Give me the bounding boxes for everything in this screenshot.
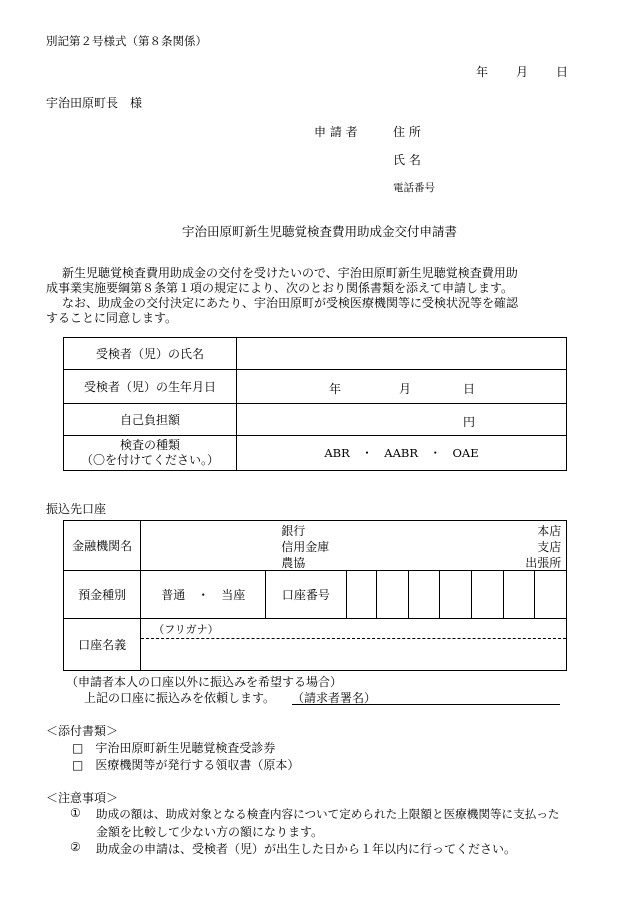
signature-label: （請求者署名） [292,691,377,705]
applicant-label: 申 請 者 [314,125,358,139]
bank-option: 銀行 [281,524,306,538]
holder-field[interactable] [141,619,567,671]
account-digit-2[interactable] [377,571,409,619]
account-digit-4[interactable] [440,571,472,619]
transfer-note-line-1: （申請者本人の口座以外に振込みを希望する場合） [66,675,343,689]
page-title: 宇治田原町新生児聴覚検査費用助成金交付申請書 [182,224,458,239]
furigana-divider [141,638,566,639]
sub-branch-option: 出張所 [525,556,562,570]
holder-label: 口座名義 [64,619,141,671]
attachments-title: ＜添付書類＞ [46,724,119,738]
examinee-name-field[interactable] [237,338,567,370]
account-section-title: 振込先口座 [46,502,107,516]
yen-label: 円 [463,415,476,429]
note-2-mark: ② [70,840,81,854]
exam-type-note: （〇を付けてください。） [80,453,219,467]
account-digit-5[interactable] [472,571,504,619]
furigana-label: （フリガナ） [153,623,219,636]
account-digit-7[interactable] [535,571,567,619]
birthdate-field[interactable] [237,370,567,404]
body-line-4: することに同意します。 [46,311,178,325]
address-label: 住 所 [393,125,421,139]
attachment-item-1: □ 宇治田原町新生児聴覚検査受診券 [72,741,276,755]
account-table [63,520,567,671]
deposit-type-options[interactable]: 普通 ・ 当座 [141,571,266,619]
date-day-label: 日 [556,65,569,79]
branch-type-options [521,523,561,571]
birth-day-label: 日 [463,382,476,396]
institution-label: 金融機関名 [64,521,141,571]
examinee-name-label: 受検者（児）の氏名 [64,338,237,370]
head-office-option: 本店 [537,524,562,538]
agri-coop-option: 農協 [281,556,306,570]
exam-options[interactable]: ABR ・ AABR ・ OAE [237,436,567,471]
phone-label: 電話番号 [393,182,435,194]
credit-union-option: 信用金庫 [281,540,330,554]
branch-option: 支店 [537,540,562,554]
account-digit-6[interactable] [503,571,535,619]
form-number: 別記第２号様式（第８条関係） [46,34,207,48]
birth-month-label: 月 [399,382,412,396]
name-label: 氏 名 [393,153,421,167]
note-1-mark: ① [70,806,81,820]
account-digit-3[interactable] [408,571,440,619]
account-digit-1[interactable] [346,571,377,619]
exam-type-cell [64,436,237,471]
notes-title: ＜注意事項＞ [46,791,119,805]
note-1-line-1: 助成の額は、助成対象となる検査内容について定められた上限額と医療機関等に支払った [96,807,560,821]
date-month-label: 月 [516,65,529,79]
deposit-type-label: 預金種別 [64,571,141,619]
birth-year-label: 年 [329,382,342,396]
date-year-label: 年 [476,65,489,79]
transfer-note-line-2: 上記の口座に振込みを依頼します。 [84,691,276,705]
signature-line[interactable] [292,689,560,705]
birthdate-label: 受検者（児）の生年月日 [64,370,237,404]
institution-field[interactable] [141,521,567,571]
self-pay-label: 自己負担額 [64,404,237,436]
account-number-label: 口座番号 [266,571,346,619]
institution-type-options [281,523,329,571]
self-pay-field[interactable] [237,404,567,436]
application-table [63,337,567,471]
note-2-line-1: 助成金の申請は、受検者（児）が出生した日から１年以内に行ってください。 [96,842,517,856]
exam-type-label: 検査の種類 [119,438,180,452]
note-1-line-2: 金額を比較して少ない方の額になります。 [96,825,324,839]
addressee: 宇治田原町長 様 [46,96,143,110]
body-line-2: 成事業実施要綱第８条第１項の規定により、次のとおり関係書類を添えて申請します。 [46,281,514,295]
body-line-1: 新生児聴覚検査費用助成金の交付を受けたいので、宇治田原町新生児聴覚検査費用助 [62,266,518,280]
attachment-item-2: □ 医療機関等が発行する領収書（原本） [72,758,300,772]
body-line-3: なお、助成金の交付決定にあたり、宇治田原町が受検医療機関等に受検状況等を確認 [62,296,519,310]
